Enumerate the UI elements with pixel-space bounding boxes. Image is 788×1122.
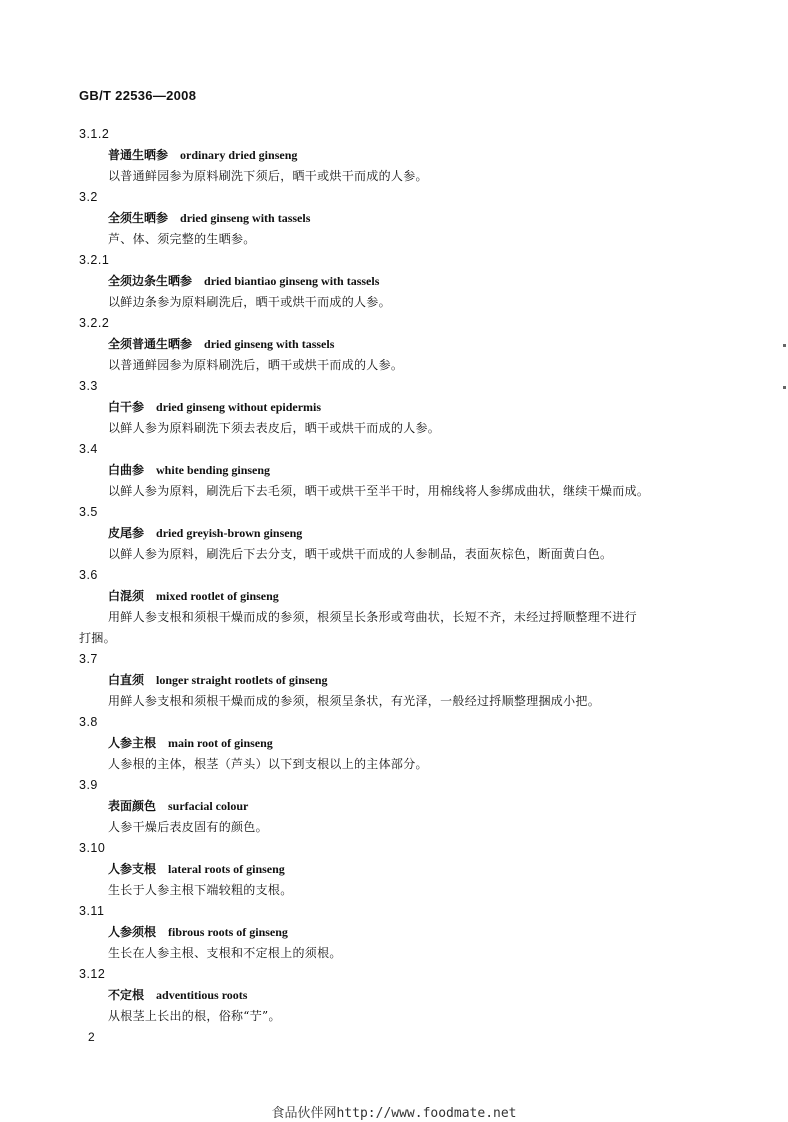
term-entry	[79, 838, 709, 901]
term-entry	[79, 439, 709, 502]
term-definition: 以鲜人参为原料，刷洗后下去分支，晒干或烘干而成的人参制品，表面灰棕色，断面黄白色。	[108, 547, 613, 561]
term-english: longer straight rootlets of ginseng	[156, 673, 328, 687]
term-english: fibrous roots of ginseng	[168, 925, 288, 939]
clause-number: 3.10	[79, 841, 106, 855]
term-entry	[79, 313, 709, 376]
term-heading	[108, 733, 709, 754]
term-english: dried biantiao ginseng with tassels	[204, 274, 380, 288]
term-entry	[79, 565, 709, 649]
clause-number: 3.12	[79, 967, 106, 981]
term-heading	[108, 271, 709, 292]
term-entry	[79, 712, 709, 775]
clause-number: 3.6	[79, 568, 98, 582]
edge-mark	[783, 344, 786, 347]
term-heading	[108, 460, 709, 481]
term-entry	[79, 250, 709, 313]
term-entry	[79, 964, 709, 1027]
term-definition: 以普通鲜园参为原料刷洗下须后，晒干或烘干而成的人参。	[108, 169, 428, 183]
term-definition: 用鲜人参支根和须根干燥而成的参须，根须呈长条形或弯曲状，长短不齐，未经过捋顺整理不进行	[108, 610, 637, 624]
term-english: dried ginseng with tassels	[204, 337, 335, 351]
term-entry	[79, 124, 709, 187]
term-english: mixed rootlet of ginseng	[156, 589, 279, 603]
term-english: dried greyish-brown ginseng	[156, 526, 303, 540]
term-definition: 生长在人参主根、支根和不定根上的须根。	[108, 946, 342, 960]
term-english: dried ginseng without epidermis	[156, 400, 322, 414]
term-entry	[79, 649, 709, 712]
term-definition: 人参根的主体，根茎（芦头）以下到支根以上的主体部分。	[108, 757, 428, 771]
term-definition: 生长于人参主根下端较粗的支根。	[108, 883, 293, 897]
term-chinese: 白直须	[108, 673, 145, 687]
term-chinese: 普通生晒参	[108, 148, 169, 162]
clause-number: 3.3	[79, 379, 98, 393]
page-number: 2	[88, 1030, 95, 1044]
term-chinese: 全须边条生晒参	[108, 274, 193, 288]
term-chinese: 人参支根	[108, 862, 157, 876]
edge-mark	[783, 386, 786, 389]
term-heading	[108, 859, 709, 880]
term-definition: 以鲜边条参为原料刷洗后，晒干或烘干而成的人参。	[108, 295, 391, 309]
clause-number: 3.8	[79, 715, 98, 729]
term-definition: 用鲜人参支根和须根干燥而成的参须，根须呈条状，有光泽，一般经过捋顺整理捆成小把。	[108, 694, 601, 708]
clause-number: 3.5	[79, 505, 98, 519]
term-definition: 芦、体、须完整的生晒参。	[108, 232, 256, 246]
term-entry	[79, 376, 709, 439]
term-chinese: 人参主根	[108, 736, 157, 750]
clause-number: 3.7	[79, 652, 98, 666]
term-chinese: 全须生晒参	[108, 211, 169, 225]
term-definition: 以鲜人参为原料，刷洗后下去毛须，晒干或烘干至半干时，用棉线将人参绑成曲状，继续干燥而成。	[108, 484, 650, 498]
term-entry	[79, 901, 709, 964]
term-english: white bending ginseng	[156, 463, 271, 477]
term-english: ordinary dried ginseng	[180, 148, 298, 162]
term-heading	[108, 985, 709, 1006]
term-chinese: 白曲参	[108, 463, 145, 477]
term-heading	[108, 586, 709, 607]
term-definition: 打捆。	[79, 631, 116, 645]
term-heading	[108, 922, 709, 943]
term-english: adventitious roots	[156, 988, 248, 1002]
terms-list	[79, 124, 709, 1027]
term-chinese: 表面颜色	[108, 799, 157, 813]
term-heading	[108, 145, 709, 166]
clause-number: 3.11	[79, 904, 105, 918]
term-english: surfacial colour	[168, 799, 249, 813]
clause-number: 3.2.2	[79, 316, 110, 330]
term-entry	[79, 187, 709, 250]
term-heading	[108, 523, 709, 544]
clause-number: 3.9	[79, 778, 98, 792]
term-heading	[108, 670, 709, 691]
term-definition: 以鲜人参为原料刷洗下须去表皮后，晒干或烘干而成的人参。	[108, 421, 441, 435]
term-chinese: 不定根	[108, 988, 145, 1002]
term-definition: 从根茎上长出的根，俗称“艼”。	[108, 1009, 281, 1023]
term-heading	[108, 208, 709, 229]
term-chinese: 白干参	[108, 400, 145, 414]
clause-number: 3.4	[79, 442, 98, 456]
clause-number: 3.2	[79, 190, 98, 204]
term-definition: 以普通鲜园参为原料刷洗后，晒干或烘干而成的人参。	[108, 358, 404, 372]
term-chinese: 人参须根	[108, 925, 157, 939]
term-entry	[79, 775, 709, 838]
standard-code-header: GB/T 22536—2008	[79, 88, 197, 103]
term-heading	[108, 796, 709, 817]
term-chinese: 白混须	[108, 589, 145, 603]
clause-number: 3.1.2	[79, 127, 110, 141]
term-heading	[108, 334, 709, 355]
term-chinese: 皮尾参	[108, 526, 145, 540]
clause-number: 3.2.1	[79, 253, 110, 267]
term-definition: 人参干燥后表皮固有的颜色。	[108, 820, 268, 834]
footer-watermark[interactable]: 食品伙伴网http://www.foodmate.net	[271, 1106, 517, 1121]
term-english: main root of ginseng	[168, 736, 273, 750]
term-heading	[108, 397, 709, 418]
term-chinese: 全须普通生晒参	[108, 337, 193, 351]
term-english: lateral roots of ginseng	[168, 862, 285, 876]
term-english: dried ginseng with tassels	[180, 211, 311, 225]
term-entry	[79, 502, 709, 565]
